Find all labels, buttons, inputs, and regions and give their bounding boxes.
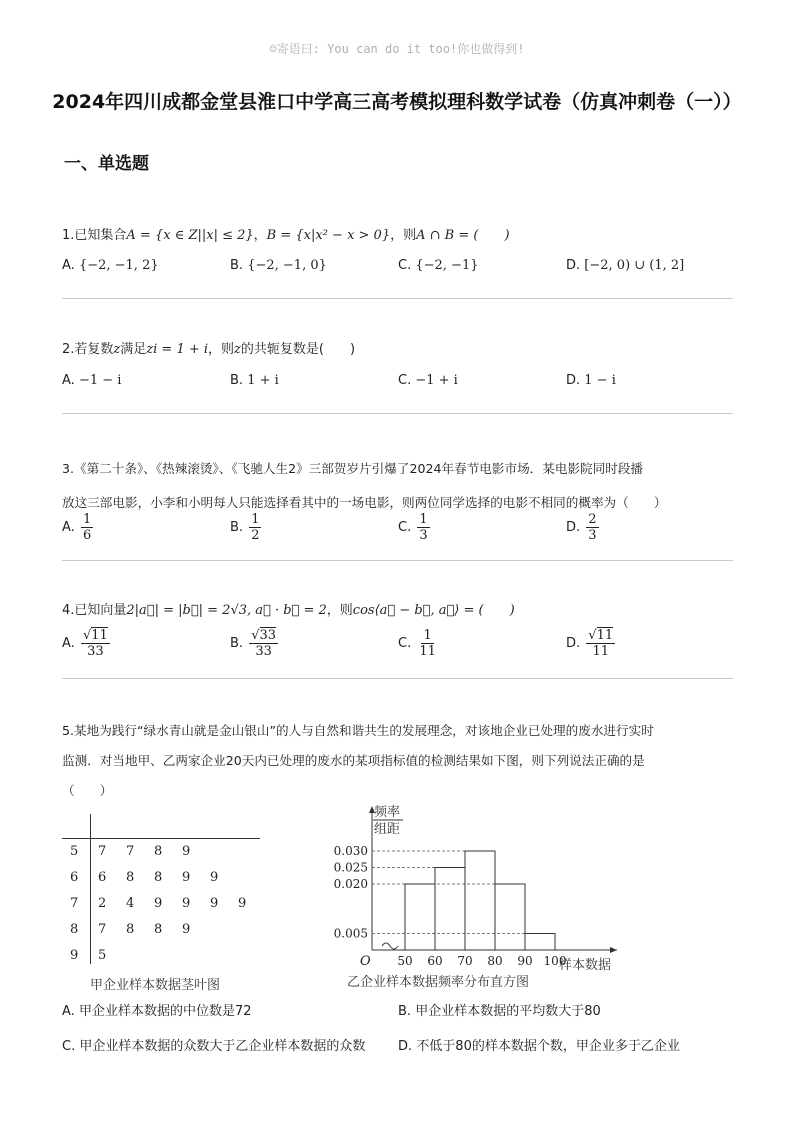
histogram-caption: 乙企业样本数据频率分布直方图 (347, 975, 530, 990)
q3-line: 3.《第二十条》、《热辣滚烫》、《飞驰人生2》三部贺岁片引爆了2024年春节电影市场．某电影院同时段播 (62, 461, 644, 476)
histogram-bar (465, 851, 495, 950)
q1-suffix: ，则 (390, 228, 417, 243)
q3-option-a[interactable]: A. $\frac{1}{6}$ (62, 512, 92, 543)
q4-option-d[interactable]: D. $\frac{√11}{11}$ (566, 628, 614, 659)
q1-comma: ， (253, 228, 267, 243)
question-5 (62, 716, 742, 806)
stem-value: 8 (70, 922, 79, 937)
origin-label: O (360, 954, 371, 969)
q2-var: z (113, 342, 121, 357)
leaf-value: 8 (154, 870, 163, 885)
q2-text: ，则 (208, 342, 235, 357)
leaf-value: 9 (182, 896, 191, 911)
q1-ask: A ∩ B = ( ) (416, 228, 510, 243)
q1-set-b: B = {x|x² − x > 0} (266, 228, 391, 243)
q2-text: 的共轭复数是( ) (240, 342, 356, 357)
x-tick-label: 50 (397, 954, 413, 968)
stem-value: 9 (70, 948, 79, 963)
q4-option-a[interactable]: A. $\frac{√11}{33}$ (62, 628, 108, 659)
x-axis-label: 样本数据 (559, 958, 612, 973)
leaf-value: 9 (238, 896, 247, 911)
y-tick-label: 0.025 (333, 860, 368, 875)
y-tick-label: 0.020 (333, 877, 368, 891)
leaf-value: 7 (126, 844, 135, 859)
x-tick-label: 90 (517, 954, 533, 968)
x-tick-label: 80 (487, 954, 503, 968)
q2-text: 满足 (120, 342, 147, 357)
leaf-value: 2 (98, 896, 107, 911)
q2-var: z (234, 342, 241, 357)
q5-line: 监测．对当地甲、乙两家企业20天内已处理的废水的某项指标值的检测结果如下图，则下列说法正确的是 (62, 753, 645, 768)
leaf-value: 8 (126, 870, 135, 885)
q1-option-d[interactable]: D. [−2, 0) ∪ (1, 2] (566, 258, 685, 273)
stem-value: 7 (70, 896, 79, 911)
q5-line: （ ） (62, 783, 113, 798)
leaf-value: 7 (98, 922, 107, 937)
y-axis-label-bottom: 组距 (373, 822, 401, 837)
q4-text: 4.已知向量 (62, 603, 127, 618)
divider (62, 560, 733, 561)
y-tick-label: 0.005 (333, 926, 368, 941)
leaf-value: 4 (126, 896, 135, 911)
q3-option-b[interactable]: B. $\frac{1}{2}$ (230, 512, 260, 543)
leaf-value: 6 (98, 870, 107, 885)
stem-value: 6 (70, 870, 79, 885)
leaf-value: 9 (182, 870, 191, 885)
q1-set-a: A = {x ∈ Z||x| ≤ 2} (126, 228, 254, 243)
divider (62, 413, 733, 414)
q2-equation: zi = 1 + i (146, 342, 209, 357)
question-3 (62, 452, 742, 520)
q1-prefix: 1.已知集合 (62, 228, 127, 243)
q2-option-d[interactable]: D. 1 − i (566, 373, 616, 388)
q4-ask: cos⟨a⃗ − b⃗, a⃗⟩ = ( ) (352, 603, 515, 618)
q5-option-c[interactable]: C. 甲企业样本数据的众数大于乙企业样本数据的众数 (62, 1039, 366, 1054)
q2-text: 2.若复数 (62, 342, 114, 357)
question-2 (62, 335, 742, 365)
q5-figures (62, 805, 742, 1000)
stem-value: 5 (70, 844, 79, 859)
q1-option-a[interactable]: A. {−2, −1, 2} (62, 258, 159, 273)
leaf-value: 9 (210, 896, 219, 911)
q2-option-b[interactable]: B. 1 + i (230, 373, 279, 388)
page-title: 2024年四川成都金堂县淮口中学高三高考模拟理科数学试卷（仿真冲刺卷（一）） (52, 91, 742, 113)
q1-option-c[interactable]: C. {−2, −1} (398, 258, 479, 273)
x-tick-label: 70 (457, 954, 473, 968)
leaf-value: 9 (210, 870, 219, 885)
axis-break-mark (382, 943, 398, 949)
q1-option-b[interactable]: B. {−2, −1, 0} (230, 258, 327, 273)
question-4 (62, 596, 742, 626)
q2-option-a[interactable]: A. −1 − i (62, 373, 122, 388)
x-tick-label: 60 (427, 954, 443, 968)
q2-option-c[interactable]: C. −1 + i (398, 373, 458, 388)
histogram-bar (495, 884, 525, 950)
q4-condition: 2|a⃗| = |b⃗| = 2√3, a⃗ · b⃗ = 2 (126, 603, 327, 618)
x-axis-arrow (610, 947, 617, 953)
histogram-bar (405, 884, 435, 950)
section-heading: 一、单选题 (64, 154, 149, 174)
q4-option-c[interactable]: C. $\frac{1}{11}$ (398, 628, 436, 659)
q4-option-b[interactable]: B. $\frac{√33}{33}$ (230, 628, 277, 659)
stem-leaf-divider (90, 814, 91, 964)
divider (62, 678, 733, 679)
q3-option-c[interactable]: C. $\frac{1}{3}$ (398, 512, 428, 543)
leaf-value: 9 (154, 896, 163, 911)
question-1 (62, 221, 742, 251)
histogram-bar (525, 934, 555, 951)
x-tick-label: 100 (543, 954, 567, 968)
histogram-chart (327, 800, 627, 990)
q4-text: ，则 (326, 603, 353, 618)
leaf-value: 7 (98, 844, 107, 859)
q5-option-b[interactable]: B. 甲企业样本数据的平均数大于80 (398, 1004, 601, 1019)
stem-leaf-top-rule (62, 838, 260, 839)
stem-leaf-caption: 甲企业样本数据茎叶图 (90, 978, 221, 993)
q5-option-d[interactable]: D. 不低于80的样本数据个数，甲企业多于乙企业 (398, 1039, 680, 1054)
y-tick-label: 0.030 (333, 844, 368, 858)
q5-option-a[interactable]: A. 甲企业样本数据的中位数是72 (62, 1004, 252, 1019)
leaf-value: 9 (182, 922, 191, 937)
q5-line: 5.某地为践行“绿水青山就是金山银山”的人与自然和谐共生的发展理念，对该地企业已处理的废水进行实时 (62, 723, 654, 738)
stem-leaf-plot (62, 810, 262, 993)
leaf-value: 9 (182, 844, 191, 859)
leaf-value: 8 (126, 922, 135, 937)
y-axis-label-top: 频率 (373, 805, 401, 820)
q3-option-d[interactable]: D. $\frac{2}{3}$ (566, 512, 597, 543)
divider (62, 298, 733, 299)
watermark-text: ☺寄语曰: You can do it too!你也做得到! (269, 42, 525, 56)
leaf-value: 8 (154, 922, 163, 937)
q3-line: 放这三部电影，小李和小明每人只能选择看其中的一场电影，则两位同学选择的电影不相同的概率为（ ） (62, 495, 667, 510)
leaf-value: 8 (154, 844, 163, 859)
leaf-value: 5 (98, 948, 107, 963)
histogram-bar (435, 868, 465, 951)
